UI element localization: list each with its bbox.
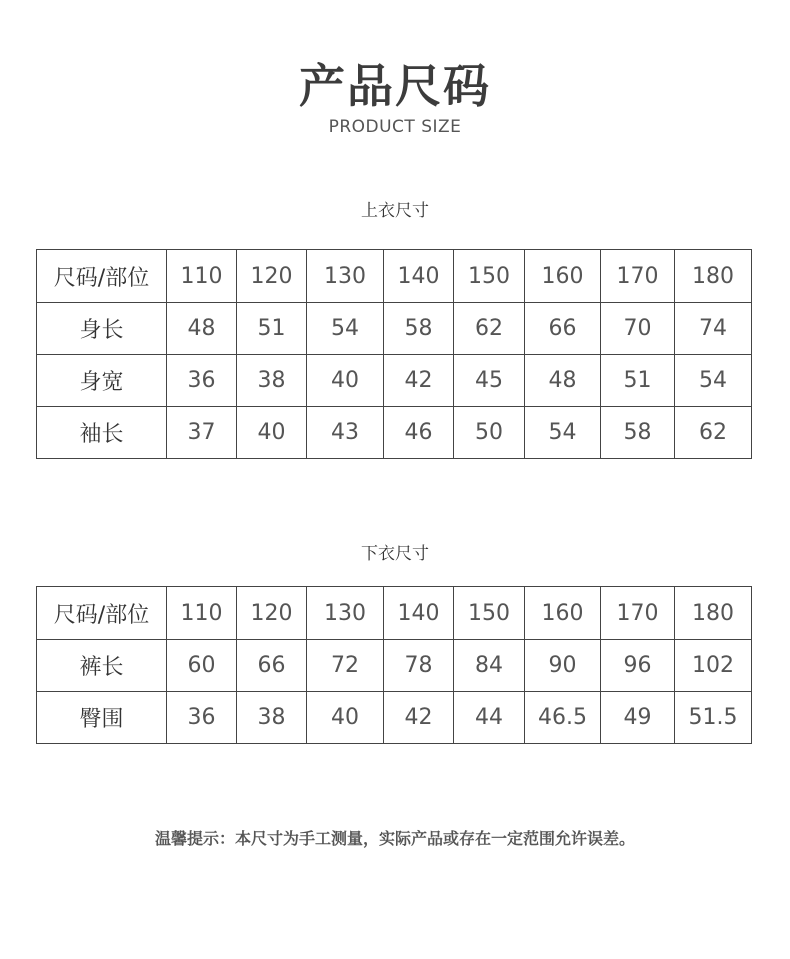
measurement-cell: 54 — [675, 355, 752, 407]
top-size-table — [36, 249, 752, 459]
size-header-cell: 110 — [167, 250, 237, 303]
measurement-cell: 49 — [601, 692, 675, 744]
size-header-cell: 150 — [454, 250, 525, 303]
page-subtitle: PRODUCT SIZE — [328, 117, 462, 137]
measurement-cell: 70 — [601, 303, 675, 355]
measurement-cell: 46 — [384, 407, 454, 459]
table-header-row — [37, 250, 752, 303]
measurement-cell: 58 — [601, 407, 675, 459]
row-label-cell: 臀围 — [37, 692, 167, 744]
measurement-cell: 96 — [601, 640, 675, 692]
measurement-cell: 51 — [601, 355, 675, 407]
row-label-cell: 身宽 — [37, 355, 167, 407]
measurement-cell: 66 — [237, 640, 307, 692]
measurement-cell: 45 — [454, 355, 525, 407]
table-row — [37, 303, 752, 355]
measurement-cell: 102 — [675, 640, 752, 692]
measurement-cell: 42 — [384, 355, 454, 407]
measurement-cell: 60 — [167, 640, 237, 692]
measurement-cell: 40 — [237, 407, 307, 459]
measurement-cell: 51 — [237, 303, 307, 355]
measurement-cell: 62 — [675, 407, 752, 459]
measurement-cell: 74 — [675, 303, 752, 355]
measurement-cell: 37 — [167, 407, 237, 459]
measurement-cell: 40 — [307, 355, 384, 407]
size-header-cell: 120 — [237, 250, 307, 303]
bottom-size-table — [36, 586, 752, 744]
header-label-cell: 尺码/部位 — [37, 250, 167, 303]
measurement-cell: 54 — [525, 407, 601, 459]
measurement-cell: 84 — [454, 640, 525, 692]
size-header-cell: 140 — [384, 250, 454, 303]
table-row — [37, 407, 752, 459]
measurement-cell: 50 — [454, 407, 525, 459]
measurement-cell: 40 — [307, 692, 384, 744]
size-header-cell: 120 — [237, 587, 307, 640]
size-header-cell: 160 — [525, 250, 601, 303]
measurement-cell: 42 — [384, 692, 454, 744]
table-row — [37, 640, 752, 692]
measurement-cell: 48 — [167, 303, 237, 355]
measurement-cell: 90 — [525, 640, 601, 692]
measurement-cell: 38 — [237, 355, 307, 407]
size-header-cell: 180 — [675, 250, 752, 303]
measurement-note: 温馨提示：本尺寸为手工测量，实际产品或存在一定范围允许误差。 — [154, 829, 635, 848]
measurement-cell: 54 — [307, 303, 384, 355]
measurement-cell: 72 — [307, 640, 384, 692]
measurement-cell: 36 — [167, 692, 237, 744]
size-header-cell: 170 — [601, 587, 675, 640]
table-row — [37, 692, 752, 744]
size-header-cell: 130 — [307, 587, 384, 640]
row-label-cell: 袖长 — [37, 407, 167, 459]
table-header-row — [37, 587, 752, 640]
size-header-cell: 140 — [384, 587, 454, 640]
row-label-cell: 裤长 — [37, 640, 167, 692]
header-label-cell: 尺码/部位 — [37, 587, 167, 640]
table-row — [37, 355, 752, 407]
measurement-cell: 36 — [167, 355, 237, 407]
bottom-size-title: 下衣尺寸 — [361, 544, 429, 564]
size-header-cell: 170 — [601, 250, 675, 303]
size-header-cell: 160 — [525, 587, 601, 640]
top-size-title: 上衣尺寸 — [361, 201, 429, 221]
row-label-cell: 身长 — [37, 303, 167, 355]
measurement-cell: 51.5 — [675, 692, 752, 744]
measurement-cell: 46.5 — [525, 692, 601, 744]
size-header-cell: 180 — [675, 587, 752, 640]
measurement-cell: 44 — [454, 692, 525, 744]
size-header-cell: 150 — [454, 587, 525, 640]
measurement-cell: 66 — [525, 303, 601, 355]
measurement-cell: 62 — [454, 303, 525, 355]
measurement-cell: 58 — [384, 303, 454, 355]
measurement-cell: 78 — [384, 640, 454, 692]
size-header-cell: 110 — [167, 587, 237, 640]
measurement-cell: 38 — [237, 692, 307, 744]
measurement-cell: 43 — [307, 407, 384, 459]
page-title: 产品尺码 — [299, 59, 491, 113]
measurement-cell: 48 — [525, 355, 601, 407]
size-header-cell: 130 — [307, 250, 384, 303]
